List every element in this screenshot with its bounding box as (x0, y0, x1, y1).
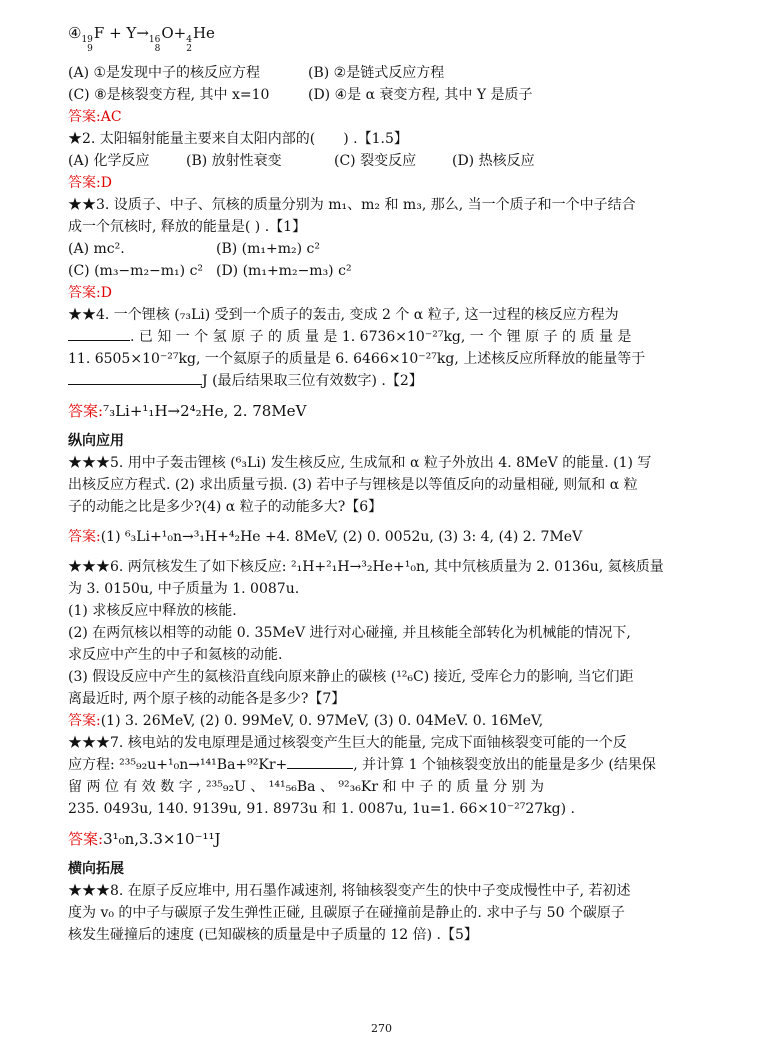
q3-stem-line1: ★★3. 设质子、中子、氘核的质量分别为 m₁、m₂ 和 m₃, 那么, 当一个质子和一个中子结合 (68, 197, 636, 213)
q1-option-c: (C) ⑧是核裂变方程, 其中 x=10 (68, 87, 270, 103)
section-heading-vertical: 纵向应用 (68, 433, 124, 449)
q1-option-b: (B) ②是链式反应方程 (308, 65, 445, 81)
reaction-4: ④ 19 9 F + Y→ 16 8 O+ 4 2 He (68, 24, 215, 54)
q1-options-row2 (68, 84, 668, 106)
q7-blank-product (287, 754, 353, 769)
q3-option-c: (C) (m₃−m₂−m₁) c² (68, 263, 204, 279)
q7-stem-line2: 应方程: ²³⁵₉₂u+¹₀n→¹⁴¹Ba+⁹²Kr+ , 并计算 1 个铀核裂变放出的能量是多少 (结果保 (68, 754, 668, 776)
q6-stem-line1: ★★★6. 两氘核发生了如下核反应: ²₁H+²₁H→³₂He+¹₀n, 其中氘核质量为 2. 0136u, 氦核质量 (68, 559, 664, 575)
q5-stem-line3: 子的动能之比是多少?(4) α 粒子的动能多大?【6】 (68, 499, 383, 515)
q1-option-a: (A) ①是发现中子的核反应方程 (68, 65, 261, 81)
q7-stem-line1: ★★★7. 核电站的发电原理是通过核裂变产生巨大的能量, 完成下面铀核裂变可能的一个反 (68, 735, 627, 751)
q6-answer: 答案:(1) 3. 26MeV, (2) 0. 99MeV, 0. 97MeV, (3) 0. 04MeV. 0. 16MeV, (68, 713, 544, 729)
q1-options-row1 (68, 62, 668, 84)
q2-option-d: (D) 热核反应 (452, 153, 535, 169)
q5-stem-line2: 出核反应方程式. (2) 求出质量亏损. (3) 若中子与锂核是以等值反向的动量相碰, 则氚和 α 粒 (68, 477, 638, 493)
q3-options-row1 (68, 238, 668, 260)
q3-options-row2 (68, 260, 668, 282)
q3-stem-line2: 成一个氘核时, 释放的能量是( ) .【1】 (68, 219, 307, 235)
q5-answer: 答案:(1) ⁶₃Li+¹₀n→³₁H+⁴₂He +4. 8MeV, (2) 0. 0052u, (3) 3: 4, (4) 2. 7MeV (68, 529, 583, 545)
q1-option-d: (D) ④是 α 衰变方程, 其中 Y 是质子 (308, 87, 533, 103)
q8-stem-line1: ★★★8. 在原子反应堆中, 用石墨作减速剂, 将铀核裂变产生的快中子变成慢性中子, 若初述 (68, 883, 631, 899)
q2-options (68, 150, 668, 172)
q1-answer: 答案:AC (68, 109, 122, 125)
q4-stem-line4: J (最后结果取三位有效数字) .【2】 (68, 370, 668, 392)
q7-answer: 答案:3¹₀n,3.3×10⁻¹¹J (68, 830, 221, 848)
q2-stem: ★2. 太阳辐射能量主要来自太阳内部的( ) .【1.5】 (68, 131, 408, 147)
q4-stem-line1: ★★4. 一个锂核 (₇₃Li) 受到一个质子的轰击, 变成 2 个 α 粒子, 这一过程的核反应方程为 (68, 307, 619, 323)
document-page (68, 22, 668, 946)
q6-part3-line2: 离最近时, 两个原子核的动能各是多少?【7】 (68, 691, 346, 707)
section-heading-horizontal: 横向拓展 (68, 861, 124, 877)
q2-option-b: (B) 放射性衰变 (186, 153, 282, 169)
q8-stem-line2: 度为 v₀ 的中子与碳原子发生弹性正碰, 且碳原子在碰撞前是静止的. 求中子与 50 个碳原子 (68, 905, 625, 921)
q6-part3-line1: (3) 假设反应中产生的氦核沿直线向原来静止的碳核 (¹²₆C) 接近, 受库仑力的影响, 当它们距 (68, 669, 634, 685)
q4-blank-energy (68, 370, 202, 385)
q5-stem-line1: ★★★5. 用中子轰击锂核 (⁶₃Li) 发生核反应, 生成氚和 α 粒子外放出 4. 8MeV 的能量. (1) 写 (68, 455, 652, 471)
q8-stem-line3: 核发生碰撞后的速度 (已知碳核的质量是中子质量的 12 倍) .【5】 (68, 927, 478, 943)
q4-blank-equation (68, 326, 130, 341)
q2-option-c: (C) 裂变反应 (334, 153, 417, 169)
q3-option-d: (D) (m₁+m₂−m₃) c² (216, 263, 352, 279)
q4-stem-line2: . 已 知 一 个 氢 原 子 的 质 量 是 1. 6736×10⁻²⁷kg, 一 个 锂 原 子 的 质 量 是 (68, 326, 668, 348)
q7-stem-line4: 235. 0493u, 140. 9139u, 91. 8973u 和 1. 0087u, 1u=1. 66×10⁻²⁷27kg) . (68, 801, 576, 817)
q2-option-a: (A) 化学反应 (68, 153, 150, 169)
q4-stem-line3: 11. 6505×10⁻²⁷kg, 一个氦原子的质量是 6. 6466×10⁻²⁷kg, 上述核反应所释放的能量等于 (68, 351, 646, 367)
q6-part2-line2: 求反应中产生的中子和氦核的动能. (68, 647, 283, 663)
q3-option-b: (B) (m₁+m₂) c² (216, 241, 320, 257)
reaction-number: ④ (68, 24, 82, 42)
q3-option-a: (A) mc². (68, 241, 125, 257)
q3-answer: 答案:D (68, 285, 112, 301)
q6-stem-line2: 为 3. 0150u, 中子质量为 1. 0087u. (68, 581, 300, 597)
q7-stem-line3: 留 两 位 有 效 数 字 , ²³⁵₉₂U 、 ¹⁴¹₅₆Ba 、 ⁹²₃₆Kr 和 中 子 的 质 量 分 别 为 (68, 779, 545, 795)
q6-part1: (1) 求核反应中释放的核能. (68, 603, 237, 619)
page-number: 270 (371, 1022, 392, 1035)
q4-answer: 答案:⁷₃Li+¹₁H→2⁴₂He, 2. 78MeV (68, 402, 307, 420)
q2-answer: 答案:D (68, 175, 112, 191)
q6-part2-line1: (2) 在两氘核以相等的动能 0. 35MeV 进行对心碰撞, 并且核能全部转化为机械能的情况下, (68, 625, 631, 641)
